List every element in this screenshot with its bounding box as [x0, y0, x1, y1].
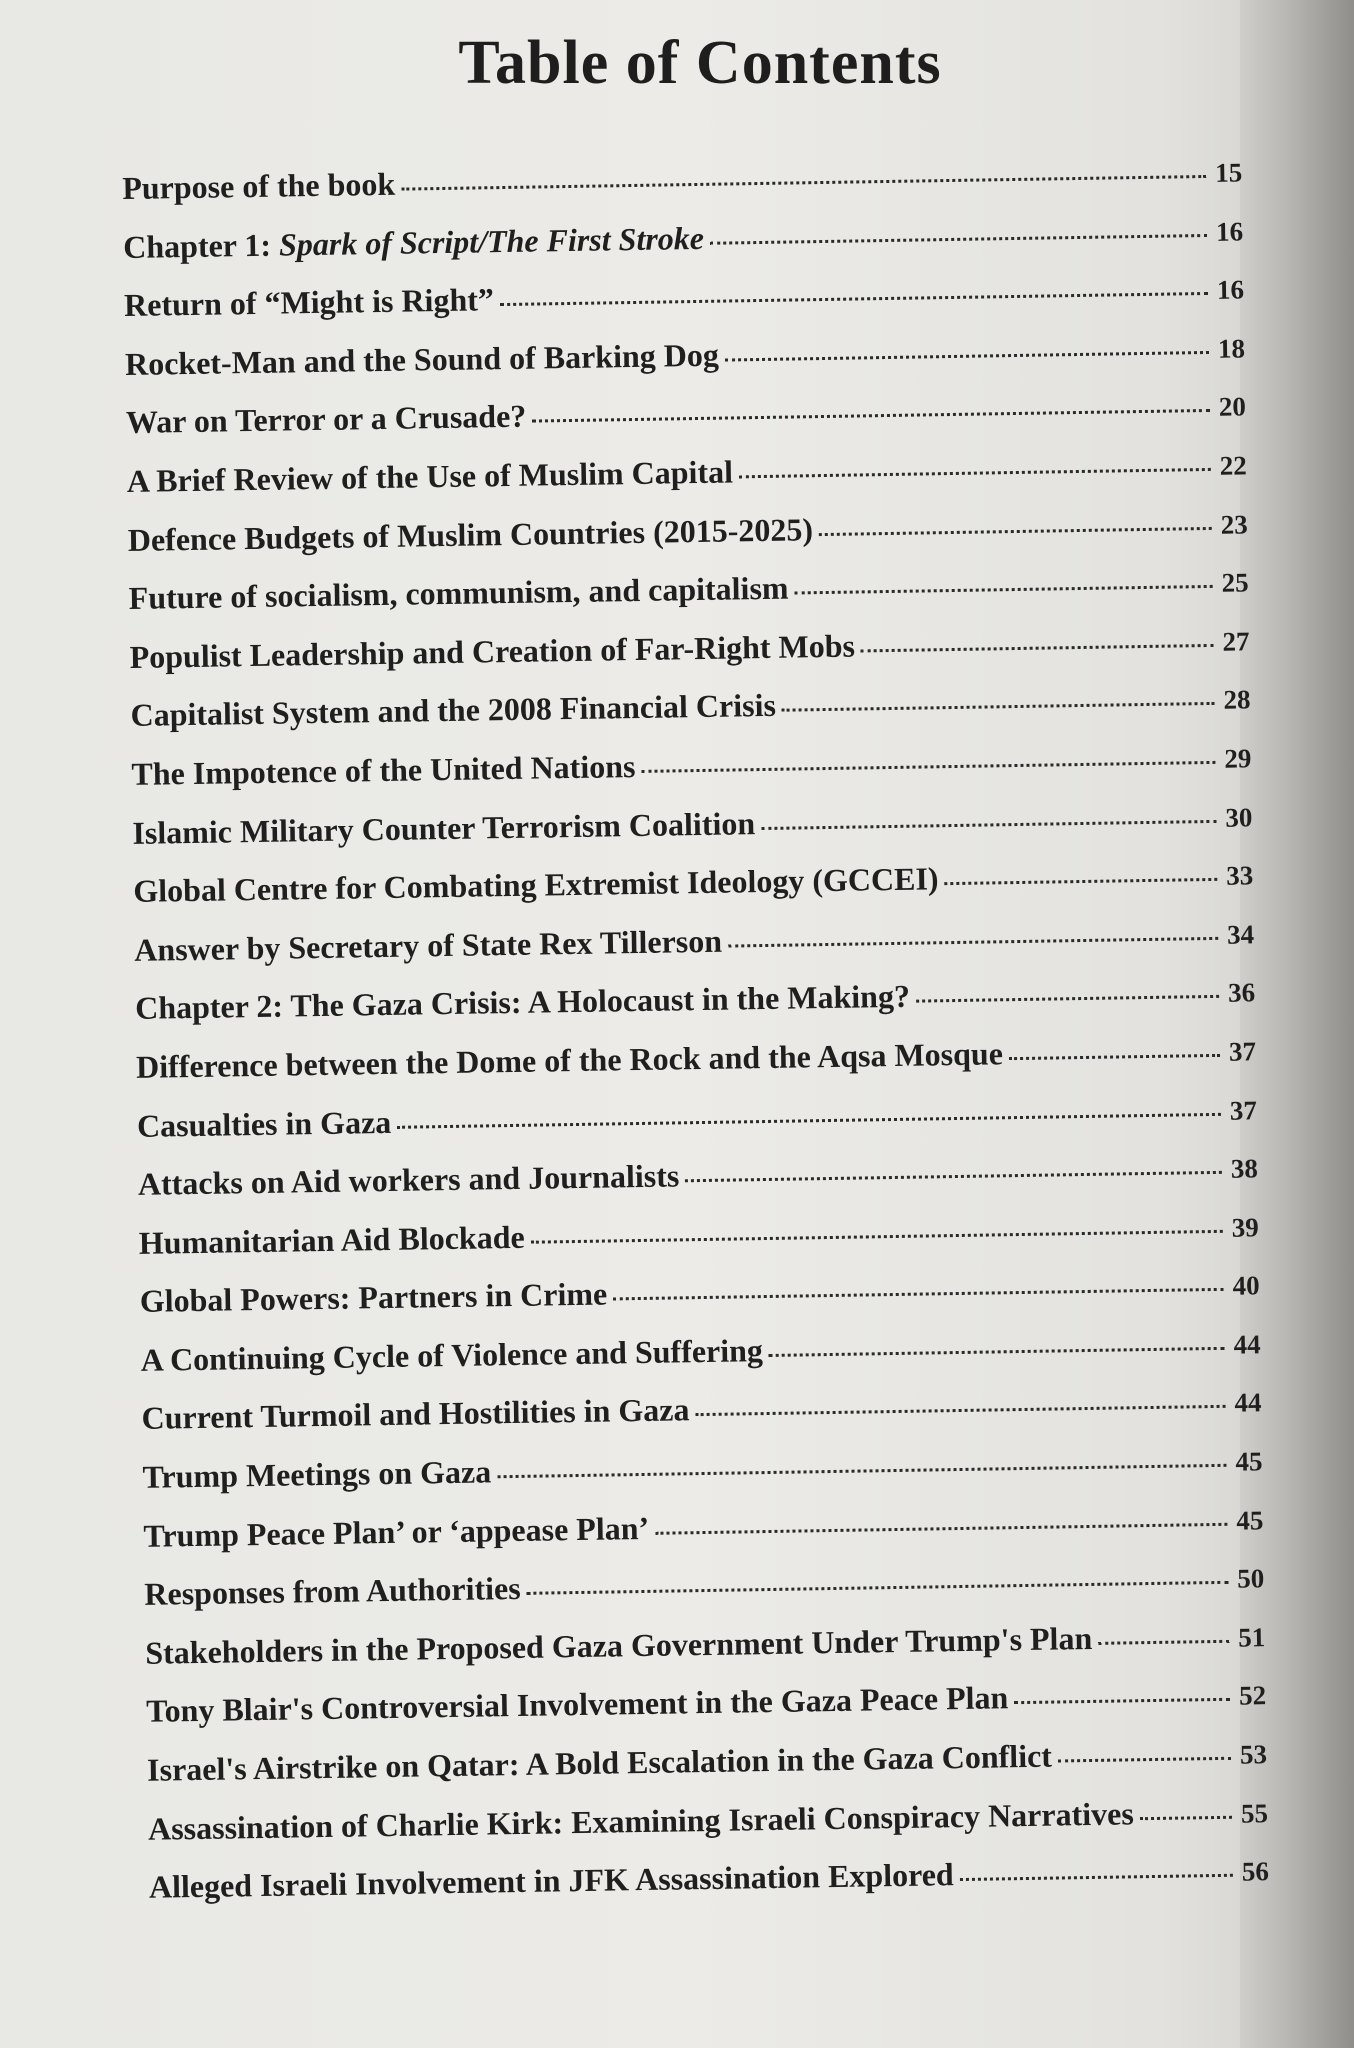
dot-leader [739, 468, 1211, 478]
dot-leader [710, 234, 1207, 245]
toc-page-number: 33 [1225, 860, 1254, 891]
toc-entry-title [123, 219, 704, 265]
toc-page-number: 22 [1219, 450, 1248, 481]
dot-leader [685, 1171, 1222, 1182]
toc-entry-text: Defence Budgets of Muslim Countries (2015-2025) [127, 510, 814, 558]
toc-entry-text: Attacks on Aid workers and Journalists [137, 1157, 680, 1202]
dot-leader [761, 819, 1216, 829]
toc-page-number: 37 [1229, 1094, 1258, 1126]
toc-entry-text: Return of “Might is Right” [123, 281, 495, 324]
toc-page-number: 38 [1230, 1153, 1259, 1184]
toc-entry-text: Populist Leadership and Creation of Far-Right Mobs [129, 627, 856, 675]
table-of-contents [122, 152, 1269, 1927]
toc-entry-text: A Continuing Cycle of Violence and Suffering [140, 1331, 764, 1378]
toc-entry-title [139, 1276, 607, 1320]
toc-entry-text: Islamic Military Counter Terrorism Coalition [132, 804, 756, 851]
toc-page-number: 15 [1214, 157, 1243, 188]
toc-page-number: 23 [1220, 508, 1248, 540]
toc-page-number: 30 [1225, 801, 1253, 833]
toc-entry-title [142, 1453, 491, 1495]
toc-page-number: 44 [1234, 1387, 1262, 1419]
toc-entry-title [126, 398, 527, 441]
dot-leader [728, 937, 1218, 948]
dot-leader [795, 585, 1213, 595]
dot-leader [397, 1112, 1221, 1128]
toc-entry-text: Responses from Authorities [144, 1570, 521, 1613]
dot-leader [500, 292, 1208, 306]
toc-entry-title [125, 336, 719, 382]
toc-entry-text: A Brief Review of the Use of Muslim Capital [126, 453, 734, 499]
toc-page-number: 40 [1232, 1270, 1260, 1301]
toc-entry-text: Global Powers: Partners in Crime [139, 1275, 608, 1320]
toc-page-number: 56 [1241, 1856, 1270, 1887]
toc-entry-text: Stakeholders in the Proposed Gaza Government Under Trump's Plan [145, 1619, 1093, 1671]
toc-entry-title [144, 1570, 521, 1613]
toc-page-number: 36 [1227, 977, 1256, 1009]
dot-leader [1098, 1640, 1229, 1645]
page-title: Table of Contents [458, 29, 942, 97]
toc-entry-text: Tony Blair's Controversial Involvement in the Gaza Peace Plan [145, 1679, 1009, 1730]
toc-entry-text: Casualties in Gaza [136, 1103, 392, 1144]
toc-entry-text: Trump Meetings on Gaza [142, 1453, 492, 1495]
dot-leader [531, 1230, 1223, 1244]
toc-page-number: 18 [1217, 333, 1246, 364]
toc-entry-title [139, 1218, 525, 1261]
dot-leader [527, 1581, 1229, 1595]
toc-entry-text: Chapter 2: The Gaza Crisis: A Holocaust in the Making? [134, 978, 911, 1027]
toc-entry-text: The Impotence of the United Nations [131, 747, 636, 792]
dot-leader [769, 1347, 1225, 1357]
toc-entry-text: Chapter 1: [122, 226, 280, 265]
toc-entry-title [143, 1510, 649, 1555]
toc-entry-title [138, 1157, 680, 1202]
toc-page-number: 39 [1231, 1211, 1259, 1243]
toc-entry-text: Trump Peace Plan’ or ‘appease Plan’ [143, 1509, 650, 1554]
toc-page-number: 51 [1237, 1622, 1266, 1653]
toc-entry-text: Humanitarian Aid Blockade [138, 1218, 525, 1261]
toc-entry-text: Capitalist System and the 2008 Financial Crisis [130, 687, 777, 734]
toc-page-number: 55 [1240, 1797, 1269, 1829]
toc-page-number: 28 [1223, 684, 1251, 716]
toc-entry-title [134, 922, 722, 968]
toc-page-number: 45 [1236, 1504, 1264, 1536]
toc-entry-title [141, 1392, 689, 1438]
dot-leader [819, 526, 1212, 535]
toc-entry-text: Answer by Secretary of State Rex Tillerson [133, 922, 723, 968]
toc-page-number: 37 [1228, 1036, 1257, 1067]
toc-entry-text: War on Terror or a Crusade? [125, 398, 527, 441]
dot-leader [1009, 1054, 1220, 1060]
toc-page-number: 20 [1218, 391, 1247, 423]
toc-entry-title [131, 748, 636, 793]
toc-entry-italic-text: Spark of Script/The First Stroke [278, 219, 705, 263]
dot-leader [655, 1522, 1227, 1534]
toc-page-number: 50 [1237, 1563, 1265, 1594]
toc-entry-text: Purpose of the book [122, 165, 396, 206]
toc-page-number: 16 [1215, 215, 1244, 247]
toc-entry-text: Future of socialism, communism, and capitalism [128, 569, 789, 617]
dot-leader [696, 1405, 1226, 1416]
dot-leader [497, 1464, 1226, 1478]
toc-page-number: 25 [1221, 567, 1249, 598]
dot-leader [725, 351, 1209, 362]
dot-leader [641, 761, 1215, 773]
toc-entry-text: Alleged Israeli Involvement in JFK Assassination Explored [148, 1856, 954, 1906]
toc-page-number: 29 [1224, 743, 1252, 774]
toc-page-number: 52 [1238, 1680, 1267, 1712]
dot-leader [1058, 1757, 1231, 1763]
toc-entry-title [124, 281, 494, 324]
toc-page-number: 34 [1226, 919, 1255, 950]
dot-leader [1140, 1815, 1232, 1819]
toc-page-number: 16 [1216, 274, 1245, 306]
dot-leader [861, 644, 1214, 653]
dot-leader [945, 878, 1218, 885]
toc-page-number: 45 [1235, 1446, 1263, 1477]
toc-page-number: 53 [1239, 1739, 1268, 1770]
toc-page-number: 44 [1233, 1329, 1261, 1360]
toc-entry-text: Global Centre for Combating Extremist Ideology (GCCEI) [133, 860, 939, 910]
dot-leader [916, 995, 1219, 1003]
toc-entry-title [137, 1103, 392, 1144]
toc-entry-text: Assassination of Charlie Kirk: Examining Israeli Conspiracy Narratives [147, 1794, 1134, 1847]
toc-page-number: 27 [1222, 626, 1250, 657]
dot-leader [613, 1288, 1224, 1301]
dot-leader [1014, 1698, 1230, 1704]
dot-leader [960, 1874, 1233, 1881]
toc-entry-title [122, 166, 395, 207]
toc-entry-text: Difference between the Dome of the Rock and the Aqsa Mosque [135, 1035, 1004, 1085]
dot-leader [782, 702, 1215, 712]
toc-entry-text: Rocket-Man and the Sound of Barking Dog [124, 336, 720, 382]
toc-entry-text: Israel's Airstrike on Qatar: A Bold Escalation in the Gaza Conflict [146, 1737, 1053, 1788]
dot-leader [401, 175, 1206, 191]
dot-leader [532, 409, 1210, 423]
toc-entry-text: Current Turmoil and Hostilities in Gaza [141, 1391, 690, 1437]
